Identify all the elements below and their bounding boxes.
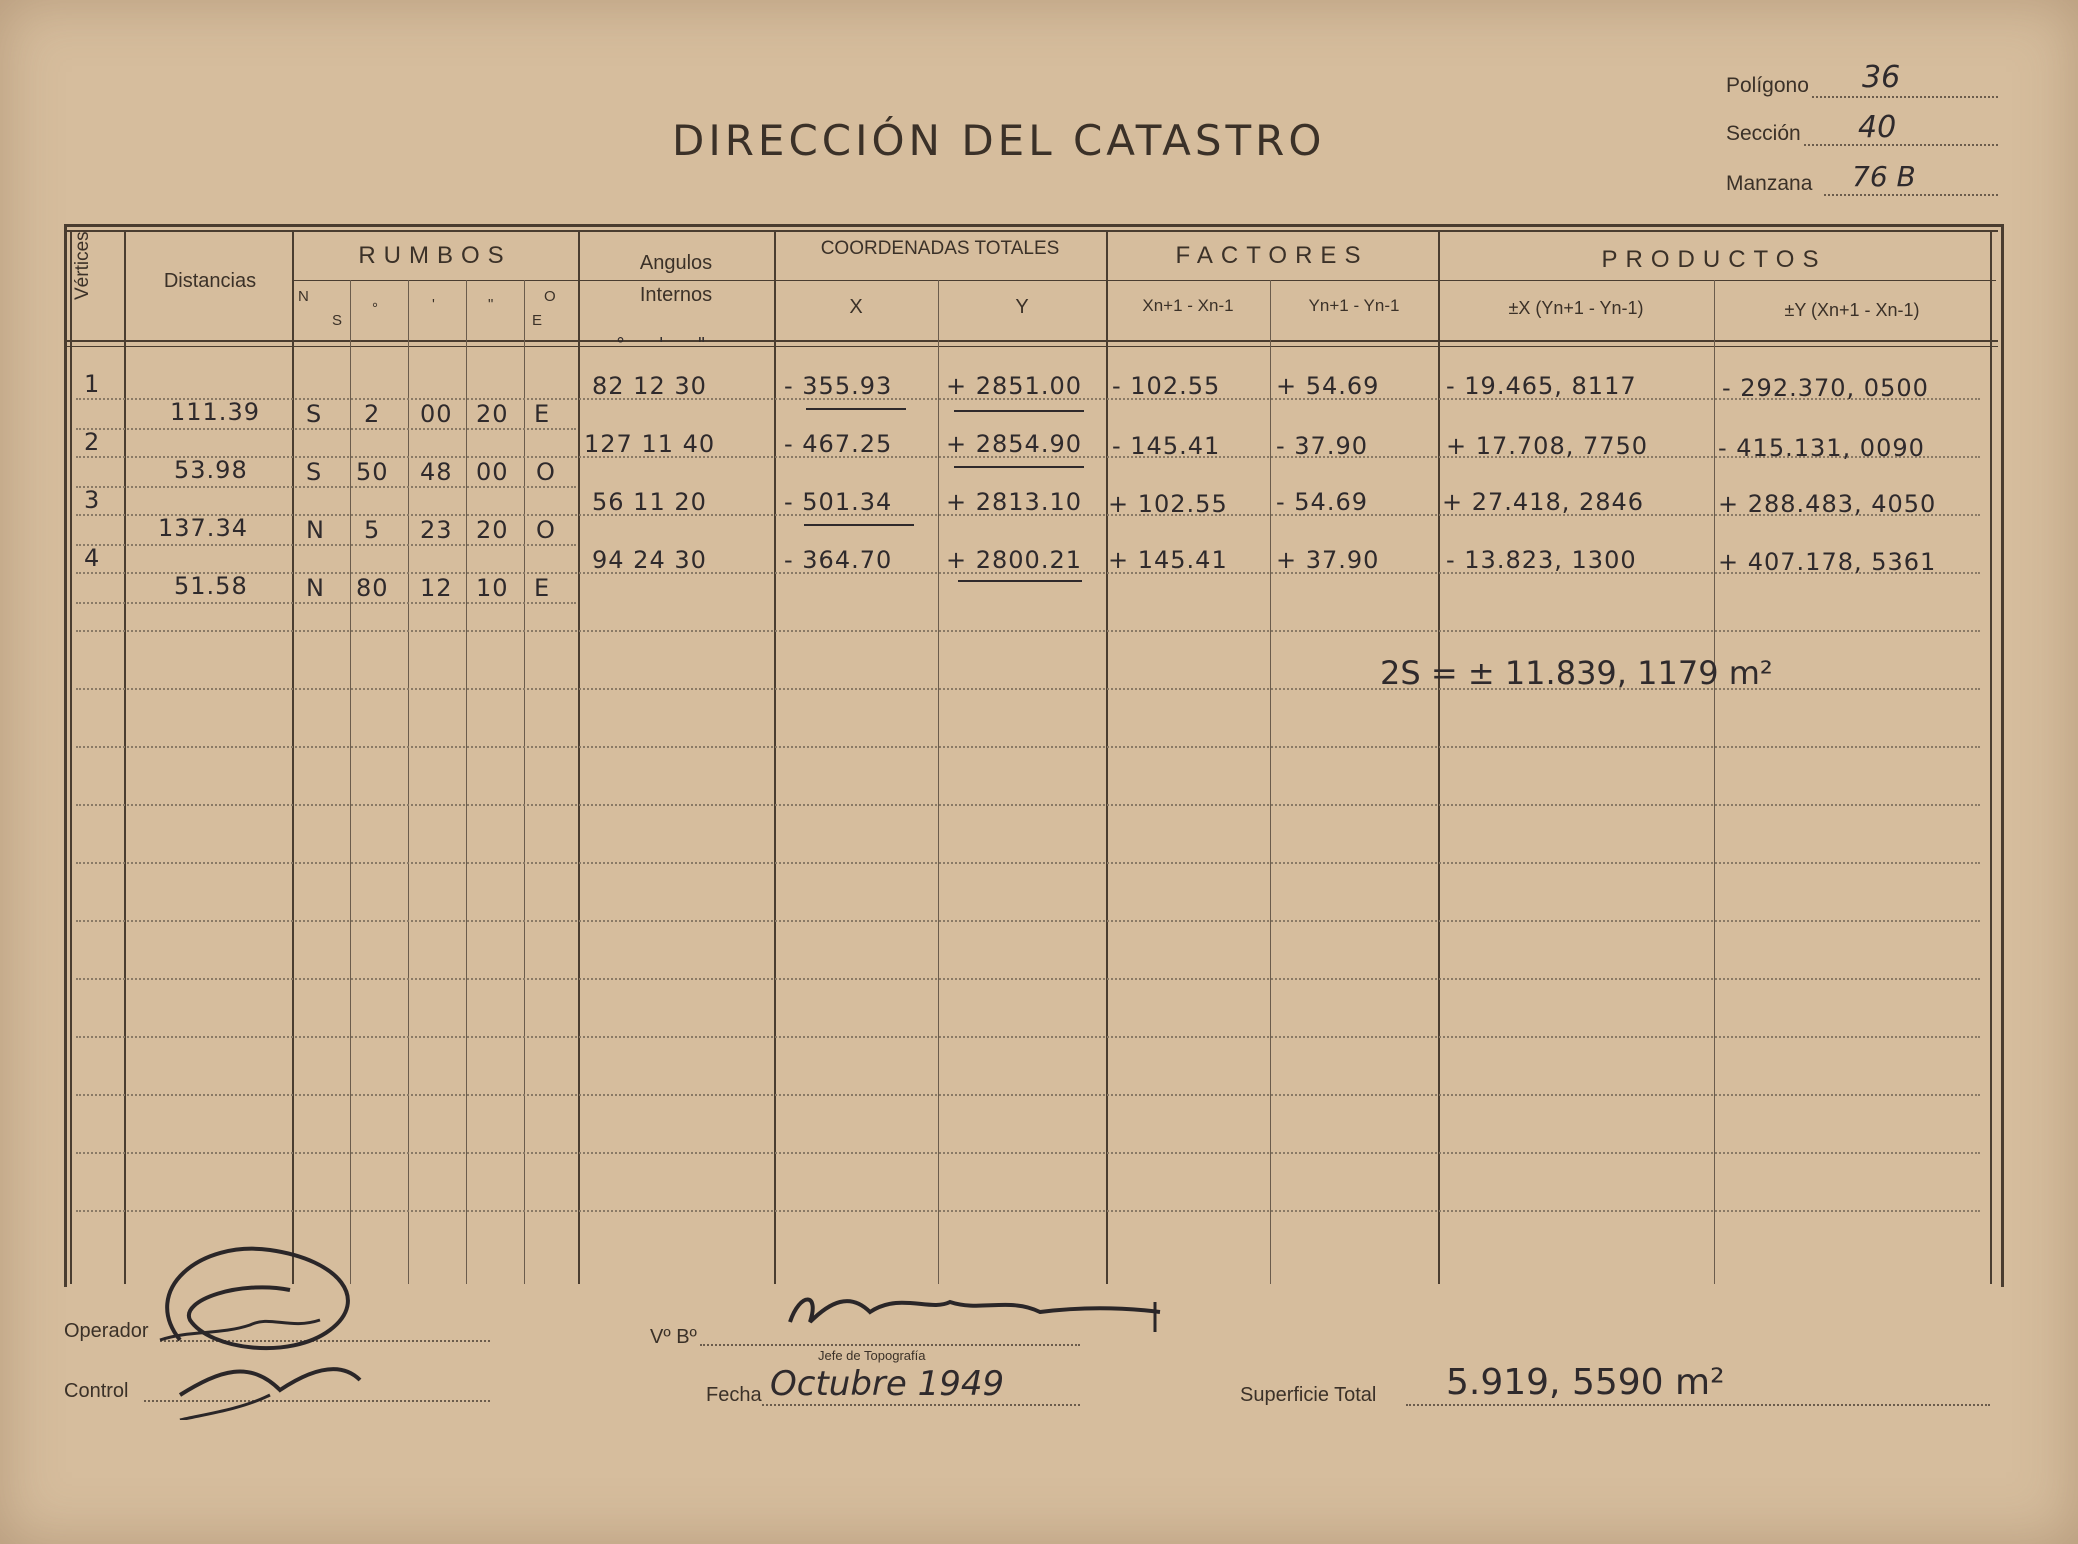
row2-fx: - 145.41 [1112, 432, 1221, 460]
row2-py: - 415.131, 0090 [1718, 434, 1925, 462]
header-vertices: Vértices [72, 231, 93, 300]
col-line [1270, 280, 1271, 1284]
side1-ns: S [306, 400, 323, 428]
row1-angle: 82 12 30 [592, 372, 707, 400]
row1-py: - 292.370, 0500 [1722, 374, 1929, 402]
row3-vertex: 3 [84, 486, 101, 514]
row3-py: + 288.483, 4050 [1718, 490, 1937, 518]
col-line [578, 230, 580, 1284]
row2-x: - 467.25 [784, 430, 893, 458]
row1-px: - 19.465, 8117 [1446, 372, 1637, 400]
underline-mark [806, 408, 906, 410]
row4-y: + 2800.21 [946, 546, 1082, 574]
row3-fy: - 54.69 [1276, 488, 1368, 516]
underline-mark [954, 466, 1084, 468]
side2-ns: S [306, 458, 323, 486]
fecha-line [762, 1404, 1080, 1406]
side1-sec: 20 [476, 400, 509, 428]
row-line [76, 428, 576, 430]
header-factores: FACTORES [1175, 242, 1369, 269]
row4-py: + 407.178, 5361 [1718, 548, 1937, 576]
row2-y: + 2854.90 [946, 430, 1082, 458]
header-rumbos-sec: " [488, 296, 494, 313]
operador-label: Operador [64, 1320, 149, 1342]
col-line [1106, 230, 1108, 1284]
row-line [76, 1094, 1980, 1096]
page-title: DIRECCIÓN DEL CATASTRO [672, 116, 1326, 165]
row2-px: + 17.708, 7750 [1446, 432, 1649, 460]
side1-eo: E [534, 400, 551, 428]
side2-sec: 00 [476, 458, 509, 486]
row1-vertex: 1 [84, 370, 101, 398]
header-rumbos-n: N [298, 288, 309, 305]
row3-x: - 501.34 [784, 488, 893, 516]
row2-vertex: 2 [84, 428, 101, 456]
row1-y: + 2851.00 [946, 372, 1082, 400]
row3-px: + 27.418, 2846 [1442, 488, 1645, 516]
header-fx: Xn+1 - Xn-1 [1142, 296, 1234, 315]
side2-deg: 50 [356, 458, 389, 486]
header-rumbos: RUMBOS [358, 242, 512, 269]
jefe-label: Jefe de Topografía [818, 1348, 926, 1363]
side2-min: 48 [420, 458, 453, 486]
underline-mark [954, 410, 1084, 412]
side1-distance: 111.39 [170, 398, 260, 426]
seccion-value: 40 [1858, 110, 1897, 145]
side3-distance: 137.34 [158, 514, 248, 542]
row3-fx: + 102.55 [1108, 490, 1228, 518]
col-line [524, 280, 525, 1284]
header-distancias: Distancias [163, 270, 257, 292]
superficie-value: 5.919, 5590 m² [1446, 1362, 1725, 1403]
row3-y: + 2813.10 [946, 488, 1082, 516]
col-line [1990, 230, 1992, 1284]
side4-sec: 10 [476, 574, 509, 602]
col-line [1714, 280, 1715, 1284]
side3-sec: 20 [476, 516, 509, 544]
fecha-value: Octubre 1949 [770, 1364, 1005, 1404]
row-line [76, 1036, 1980, 1038]
header-x: X [849, 296, 863, 318]
row-line [76, 746, 1980, 748]
row4-vertex: 4 [84, 544, 101, 572]
side4-distance: 51.58 [174, 572, 248, 600]
underline-mark [958, 580, 1082, 582]
vb-label: Vº Bº [650, 1326, 697, 1348]
header-y: Y [1015, 296, 1029, 318]
manzana-label: Manzana [1726, 172, 1813, 195]
superficie-label: Superficie Total [1240, 1384, 1377, 1406]
header-px: ±X (Yn+1 - Yn-1) [1508, 298, 1644, 318]
header-rumbos-min: ' [432, 296, 435, 313]
row4-fx: + 145.41 [1108, 546, 1228, 574]
row-line [76, 602, 576, 604]
row4-x: - 364.70 [784, 546, 893, 574]
header-bottom-2 [64, 346, 1998, 347]
side3-min: 23 [420, 516, 453, 544]
row2-angle: 127 11 40 [584, 430, 716, 458]
row-line [76, 486, 576, 488]
side1-min: 00 [420, 400, 453, 428]
underline-mark [804, 524, 914, 526]
fecha-label: Fecha [706, 1384, 762, 1406]
frame-inner-top [64, 230, 1998, 232]
header-productos: PRODUCTOS [1601, 246, 1827, 273]
col-line [774, 230, 776, 1284]
side4-min: 12 [420, 574, 453, 602]
side2-eo: O [536, 458, 556, 486]
row-line [76, 920, 1980, 922]
poligono-value: 36 [1862, 60, 1901, 95]
header-rumbos-o: O [544, 288, 556, 305]
side3-ns: N [306, 516, 325, 544]
col-line [938, 280, 939, 1284]
header-rumbos-s: S [332, 312, 343, 329]
row-line [76, 804, 1980, 806]
header-rumbos-e: E [532, 312, 543, 329]
vb-signature [780, 1272, 1180, 1352]
header-internos: Internos [639, 284, 713, 306]
side1-deg: 2 [364, 400, 381, 428]
side4-deg: 80 [356, 574, 389, 602]
double-area: 2S = ± 11.839, 1179 m² [1380, 654, 1773, 692]
row4-fy: + 37.90 [1276, 546, 1380, 574]
row2-fy: - 37.90 [1276, 432, 1368, 460]
col-line [70, 230, 72, 1284]
col-line [124, 230, 126, 1284]
col-line [350, 280, 351, 1284]
poligono-label: Polígono [1726, 74, 1809, 97]
col-line [408, 280, 409, 1284]
side4-eo: E [534, 574, 551, 602]
header-fy: Yn+1 - Yn-1 [1308, 296, 1400, 315]
col-line [1438, 230, 1440, 1284]
poligono-line [1812, 96, 1998, 98]
row1-fy: + 54.69 [1276, 372, 1380, 400]
side4-ns: N [306, 574, 325, 602]
control-label: Control [64, 1380, 129, 1402]
side3-deg: 5 [364, 516, 381, 544]
header-py: ±Y (Xn+1 - Xn-1) [1784, 300, 1920, 320]
row3-angle: 56 11 20 [592, 488, 707, 516]
angle-units: ° ' " [616, 334, 720, 355]
side3-eo: O [536, 516, 556, 544]
manzana-value: 76 B [1852, 160, 1916, 193]
col-line [292, 230, 294, 1284]
row-line [76, 630, 1980, 632]
manzana-line [1824, 194, 1998, 196]
seccion-line [1804, 144, 1998, 146]
col-line [466, 280, 467, 1284]
row-line [76, 978, 1980, 980]
header-divider [292, 280, 1996, 281]
side2-distance: 53.98 [174, 456, 248, 484]
row1-x: - 355.93 [784, 372, 893, 400]
header-rumbos-deg: ° [372, 300, 378, 317]
row4-px: - 13.823, 1300 [1446, 546, 1637, 574]
row-line [76, 544, 576, 546]
row-line [76, 1210, 1980, 1212]
header-bottom [64, 340, 1998, 342]
superficie-line [1406, 1404, 1990, 1406]
row-line [76, 862, 1980, 864]
header-coordenadas: COORDENADAS TOTALES [820, 238, 1060, 259]
header-angulos: Angulos [639, 252, 713, 274]
row4-angle: 94 24 30 [592, 546, 707, 574]
row1-fx: - 102.55 [1112, 372, 1221, 400]
seccion-label: Sección [1726, 122, 1801, 145]
row-line [76, 1152, 1980, 1154]
operador-signature [120, 1220, 400, 1420]
